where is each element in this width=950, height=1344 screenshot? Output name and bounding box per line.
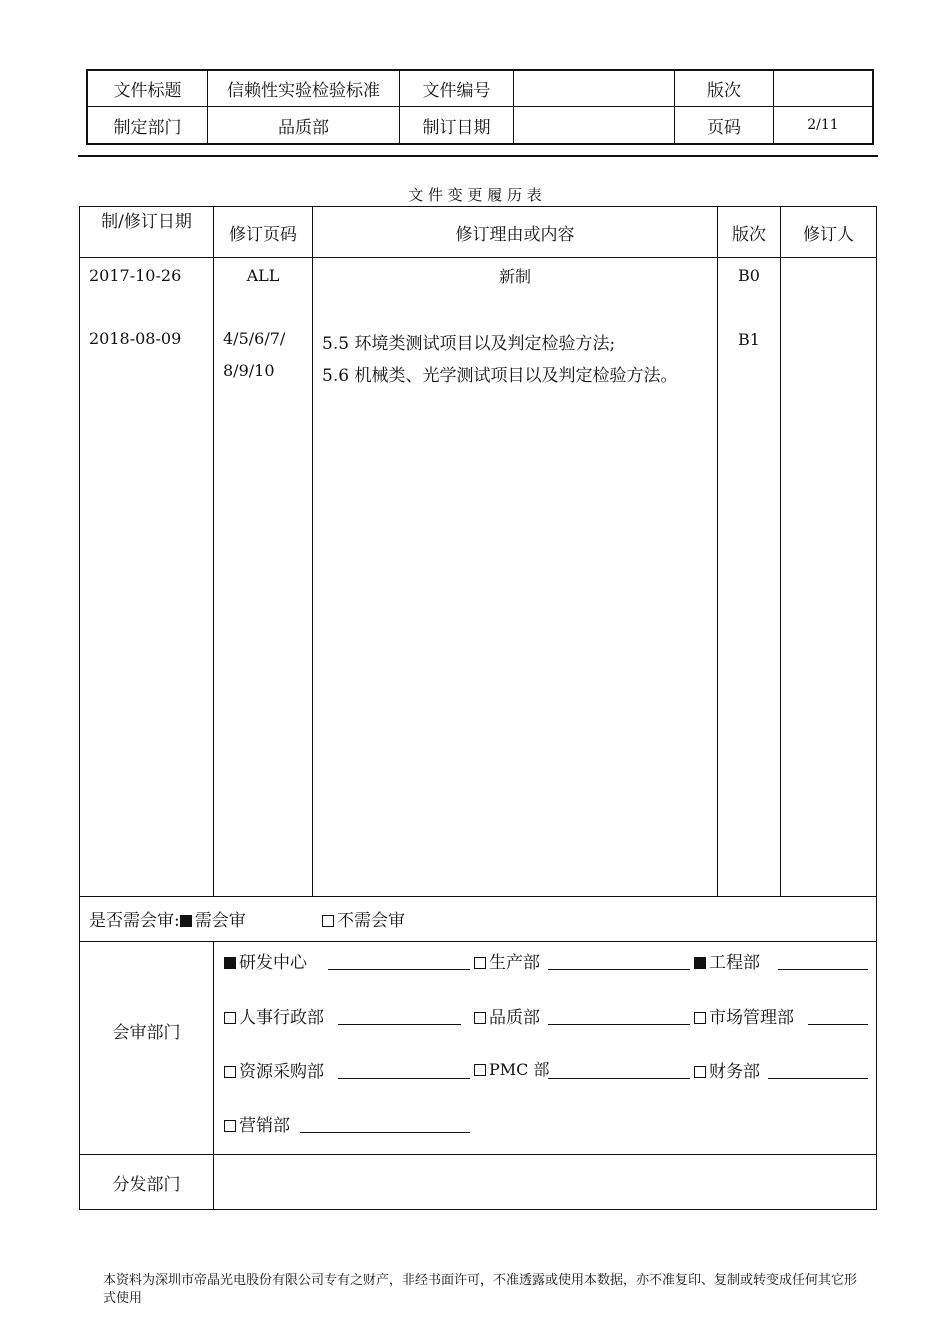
table-col-divider: [312, 206, 313, 896]
row-version: B1: [738, 329, 760, 349]
dept-name: PMC 部: [489, 1060, 550, 1079]
dept-signature-line[interactable]: [328, 953, 470, 970]
dept-checkbox[interactable]: [694, 957, 706, 969]
table-header-border: [79, 257, 877, 258]
docno-label: 文件编号: [422, 81, 491, 101]
dept-label: 制定部门: [113, 117, 182, 138]
dept-checkbox[interactable]: [224, 957, 236, 969]
dept-name: 财务部: [709, 1062, 760, 1082]
dept-signature-line[interactable]: [808, 1008, 868, 1025]
dept-item-market: [694, 1003, 794, 1028]
dept-name: 人事行政部: [239, 1008, 324, 1028]
table-col-divider: [213, 206, 214, 896]
dept-signature-line[interactable]: [548, 1008, 690, 1025]
dept-item-purchasing: [224, 1057, 324, 1082]
dept-checkbox[interactable]: [694, 1066, 706, 1078]
row-content-line2: 5.6 机械类、光学测试项目以及判定检验方法。: [322, 366, 678, 386]
date-label: 制订日期: [422, 117, 491, 138]
table-left-border: [79, 206, 80, 1210]
title-value: 信赖性实验检验标准: [227, 81, 380, 101]
dept-signature-line[interactable]: [338, 1062, 470, 1079]
dept-item-quality: [474, 1003, 540, 1028]
history-title: 文 件 变 更 履 历 表: [408, 185, 542, 204]
col-header-reviser: 修订人: [803, 224, 854, 245]
dept-item-finance: [694, 1057, 760, 1082]
review-no-option: [322, 906, 405, 931]
table-col-divider: [213, 941, 214, 1209]
footer-notice: 本资料为深圳市帝晶光电股份有限公司专有之财产，非经书面许可，不准透露或使用本数据，亦不准复印、复制或转变成任何其它形式使用: [103, 1273, 858, 1306]
version-value: [774, 71, 872, 106]
page-label: 页码: [707, 117, 741, 138]
review-no-label: 不需会审: [337, 911, 405, 931]
col-header-pages: 修订页码: [229, 224, 297, 245]
row-content-line1: 5.5 环境类测试项目以及判定检验方法;: [322, 334, 616, 354]
dept-name: 市场管理部: [709, 1008, 794, 1028]
header-rule: [78, 155, 878, 157]
dept-name: 资源采购部: [239, 1062, 324, 1082]
page-value: 2/11: [807, 117, 839, 133]
dept-signature-line[interactable]: [778, 953, 868, 970]
version-label: 版次: [707, 81, 741, 101]
row-content: 新制: [498, 266, 531, 286]
table-col-divider: [717, 206, 718, 896]
date-value: [514, 107, 674, 143]
dept-signature-line[interactable]: [338, 1008, 461, 1025]
dept-checkbox[interactable]: [474, 1064, 486, 1076]
dept-name: 品质部: [489, 1008, 540, 1028]
review-question: 是否需会审:: [89, 911, 180, 931]
dept-signature-line[interactable]: [548, 1062, 690, 1079]
dept-signature-line[interactable]: [548, 953, 690, 970]
distribution-label: 分发部门: [112, 1174, 181, 1195]
review-yes-checkbox[interactable]: [180, 915, 192, 927]
dept-item-engineering: [694, 948, 760, 973]
header-right-border: [872, 69, 874, 145]
dept-item-rd: [224, 948, 307, 973]
review-yes-label: 需会审: [194, 911, 246, 931]
dept-checkbox[interactable]: [474, 957, 486, 969]
dept-value: 品质部: [278, 117, 329, 138]
review-question-row: [89, 906, 246, 931]
row-date: 2017-10-26: [89, 266, 182, 285]
table-row-border: [79, 941, 877, 942]
dept-item-marketing: [224, 1111, 290, 1136]
docno-value: [514, 71, 674, 106]
dept-checkbox[interactable]: [694, 1012, 706, 1024]
row-date: 2018-08-09: [89, 329, 182, 348]
table-bottom-border: [79, 1209, 877, 1210]
dept-name: 生产部: [489, 953, 540, 973]
review-no-checkbox[interactable]: [322, 915, 334, 927]
row-version: B0: [738, 265, 760, 285]
table-right-border: [876, 206, 877, 1210]
dept-checkbox[interactable]: [224, 1120, 236, 1132]
table-col-divider: [780, 206, 781, 896]
dept-signature-line[interactable]: [768, 1062, 868, 1079]
dept-checkbox[interactable]: [474, 1012, 486, 1024]
col-header-content: 修订理由或内容: [455, 224, 575, 245]
dept-checkbox[interactable]: [224, 1066, 236, 1078]
dept-item-hr: [224, 1003, 324, 1028]
header-bottom-border: [86, 143, 874, 145]
dept-signature-line[interactable]: [300, 1116, 470, 1133]
row-pages-line1: 4/5/6/7/: [223, 329, 286, 348]
title-label: 文件标题: [113, 81, 182, 101]
dept-item-pmc: [474, 1057, 549, 1080]
dept-checkbox[interactable]: [224, 1012, 236, 1024]
row-pages-line2: 8/9/10: [223, 361, 275, 380]
review-dept-label: 会审部门: [112, 1022, 181, 1043]
col-header-version: 版次: [732, 224, 766, 245]
table-row-border: [79, 896, 877, 897]
dept-name: 营销部: [239, 1116, 290, 1136]
dept-name: 工程部: [709, 953, 760, 973]
row-pages: ALL: [246, 265, 280, 285]
dept-item-production: [474, 948, 540, 973]
dept-name: 研发中心: [239, 953, 307, 973]
col-header-date: 制/修订日期: [101, 211, 192, 232]
